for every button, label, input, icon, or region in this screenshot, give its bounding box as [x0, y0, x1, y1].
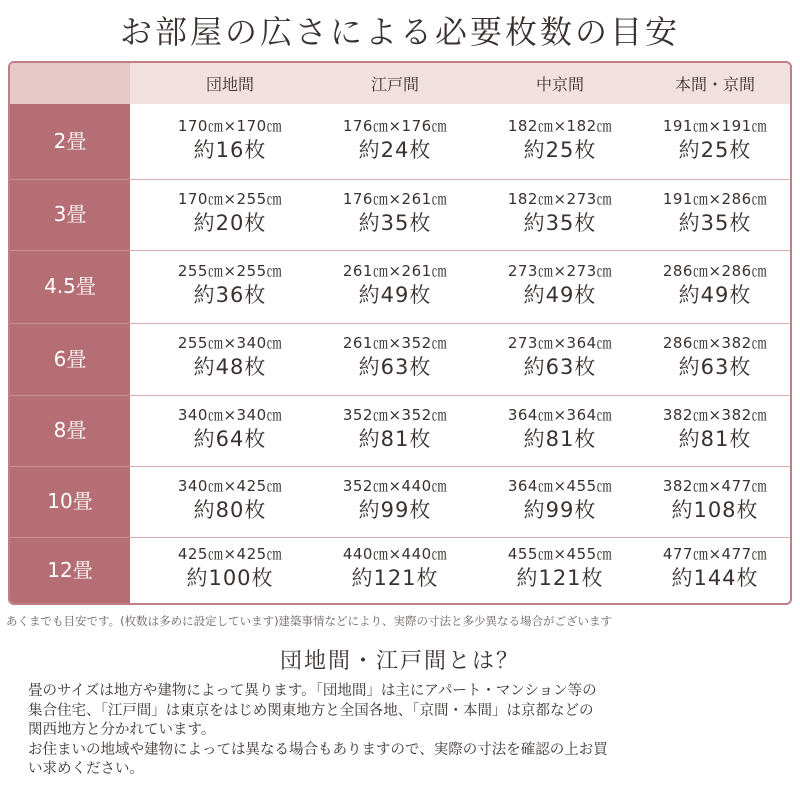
table-cell [635, 261, 792, 309]
cell-count: 約81枚 [523, 427, 597, 451]
cell-count: 約24枚 [358, 138, 432, 162]
table-cell [635, 333, 792, 381]
cell-dimensions: 477㎝×477㎝ [662, 545, 768, 563]
cell-dimensions: 273㎝×364㎝ [507, 334, 613, 352]
cell-dimensions: 255㎝×255㎝ [177, 262, 283, 280]
cell-dimensions: 352㎝×352㎝ [342, 406, 448, 424]
table-cell [480, 405, 640, 453]
row-divider [130, 250, 790, 251]
cell-dimensions: 382㎝×382㎝ [662, 406, 768, 424]
cell-count: 約144枚 [671, 566, 759, 590]
row-divider-left [10, 466, 130, 467]
table-cell [150, 405, 310, 453]
cell-count: 約20枚 [193, 211, 267, 235]
table-cell [635, 544, 792, 592]
table-cell [480, 476, 640, 524]
cell-dimensions: 170㎝×255㎝ [177, 190, 283, 208]
explanation-line: 関西地方と分かれています。 [28, 722, 216, 738]
cell-dimensions: 286㎝×286㎝ [662, 262, 768, 280]
cell-count: 約48枚 [193, 355, 267, 379]
cell-dimensions: 170㎝×170㎝ [177, 117, 283, 135]
table-cell [635, 405, 792, 453]
table-cell [480, 333, 640, 381]
column-header: 本間・京間 [674, 75, 755, 94]
table-cell [315, 116, 475, 164]
cell-count: 約63枚 [358, 355, 432, 379]
cell-dimensions: 273㎝×273㎝ [507, 262, 613, 280]
cell-dimensions: 364㎝×455㎝ [507, 477, 613, 495]
row-divider-left [10, 323, 130, 324]
cell-count: 約25枚 [523, 138, 597, 162]
cell-count: 約25枚 [678, 138, 752, 162]
table-cell [150, 116, 310, 164]
cell-count: 約49枚 [358, 283, 432, 307]
cell-dimensions: 364㎝×364㎝ [507, 406, 613, 424]
explanation-text [28, 682, 778, 780]
table-cell [315, 333, 475, 381]
table-cell [315, 405, 475, 453]
cell-count: 約121枚 [516, 566, 604, 590]
table-cell [150, 261, 310, 309]
cell-count: 約49枚 [678, 283, 752, 307]
cell-count: 約16枚 [193, 138, 267, 162]
cell-count: 約35枚 [678, 211, 752, 235]
column-header: 江戸間 [370, 75, 419, 94]
table-cell [315, 261, 475, 309]
row-header: 6畳 [53, 347, 87, 371]
cell-count: 約63枚 [523, 355, 597, 379]
row-divider [130, 323, 790, 324]
explanation-line: い求めください。 [28, 761, 144, 777]
row-divider [130, 466, 790, 467]
row-divider [130, 395, 790, 396]
row-header: 2畳 [53, 129, 87, 153]
cell-dimensions: 440㎝×440㎝ [342, 545, 448, 563]
table-cell [480, 116, 640, 164]
row-header: 8畳 [53, 418, 87, 442]
cell-dimensions: 261㎝×261㎝ [342, 262, 448, 280]
table-cell [315, 476, 475, 524]
cell-dimensions: 340㎝×425㎝ [177, 477, 283, 495]
cell-dimensions: 286㎝×382㎝ [662, 334, 768, 352]
table-cell [150, 333, 310, 381]
row-divider-left [10, 250, 130, 251]
table-corner-cell [10, 63, 130, 104]
row-header: 12畳 [47, 558, 93, 582]
table-cell [635, 476, 792, 524]
explanation-line: お住まいの地域や建物によっては異なる場合もありますので、実際の寸法を確認の上お買 [28, 741, 608, 758]
table-cell [480, 189, 640, 237]
cell-dimensions: 176㎝×176㎝ [342, 117, 448, 135]
disclaimer-note: あくまでも目安です。(枚数は多めに設定しています)建築事情などにより、実際の寸法と多少異なる場合がございます [6, 614, 613, 628]
cell-dimensions: 352㎝×440㎝ [342, 477, 448, 495]
cell-count: 約99枚 [358, 498, 432, 522]
cell-dimensions: 340㎝×340㎝ [177, 406, 283, 424]
cell-count: 約81枚 [358, 427, 432, 451]
cell-count: 約35枚 [358, 211, 432, 235]
cell-count: 約64枚 [193, 427, 267, 451]
cell-dimensions: 261㎝×352㎝ [342, 334, 448, 352]
cell-count: 約100枚 [186, 566, 274, 590]
table-cell [480, 544, 640, 592]
cell-dimensions: 382㎝×477㎝ [662, 477, 768, 495]
cell-count: 約35枚 [523, 211, 597, 235]
table-cell [315, 189, 475, 237]
column-header: 中京間 [535, 75, 584, 94]
row-divider [130, 179, 790, 180]
row-divider-left [10, 537, 130, 538]
cell-count: 約63枚 [678, 355, 752, 379]
cell-count: 約108枚 [671, 498, 759, 522]
cell-count: 約81枚 [678, 427, 752, 451]
row-header: 3畳 [53, 202, 87, 226]
table-cell [635, 116, 792, 164]
row-divider-left [10, 179, 130, 180]
page-title: お部屋の広さによる必要枚数の目安 [119, 13, 680, 51]
cell-dimensions: 182㎝×182㎝ [507, 117, 613, 135]
table-cell [635, 189, 792, 237]
table-cell [150, 189, 310, 237]
row-header: 4.5畳 [44, 274, 96, 298]
row-divider-left [10, 395, 130, 396]
explanation-line: 畳のサイズは地方や建物によって異ります。「団地間」は主にアパート・マンション等の [28, 683, 597, 699]
cell-count: 約121枚 [351, 566, 439, 590]
cell-count: 約99枚 [523, 498, 597, 522]
cell-dimensions: 255㎝×340㎝ [177, 334, 283, 352]
cell-dimensions: 191㎝×191㎝ [662, 117, 768, 135]
cell-dimensions: 191㎝×286㎝ [662, 190, 768, 208]
tatami-size-table [8, 61, 792, 605]
cell-dimensions: 425㎝×425㎝ [177, 545, 283, 563]
section-subtitle: 団地間・江戸間とは？ [279, 649, 520, 674]
column-header: 団地間 [205, 75, 254, 94]
table-cell [315, 544, 475, 592]
cell-count: 約80枚 [193, 498, 267, 522]
table-cell [150, 476, 310, 524]
cell-dimensions: 182㎝×273㎝ [507, 190, 613, 208]
table-cell [150, 544, 310, 592]
row-header: 10畳 [47, 489, 93, 513]
cell-count: 約49枚 [523, 283, 597, 307]
row-divider [130, 537, 790, 538]
explanation-line: 集合住宅、「江戸間」は東京をはじめ関東地方と全国各地、「京間・本間」は京都などの [28, 702, 594, 719]
cell-count: 約36枚 [193, 283, 267, 307]
cell-dimensions: 176㎝×261㎝ [342, 190, 448, 208]
table-cell [480, 261, 640, 309]
cell-dimensions: 455㎝×455㎝ [507, 545, 613, 563]
